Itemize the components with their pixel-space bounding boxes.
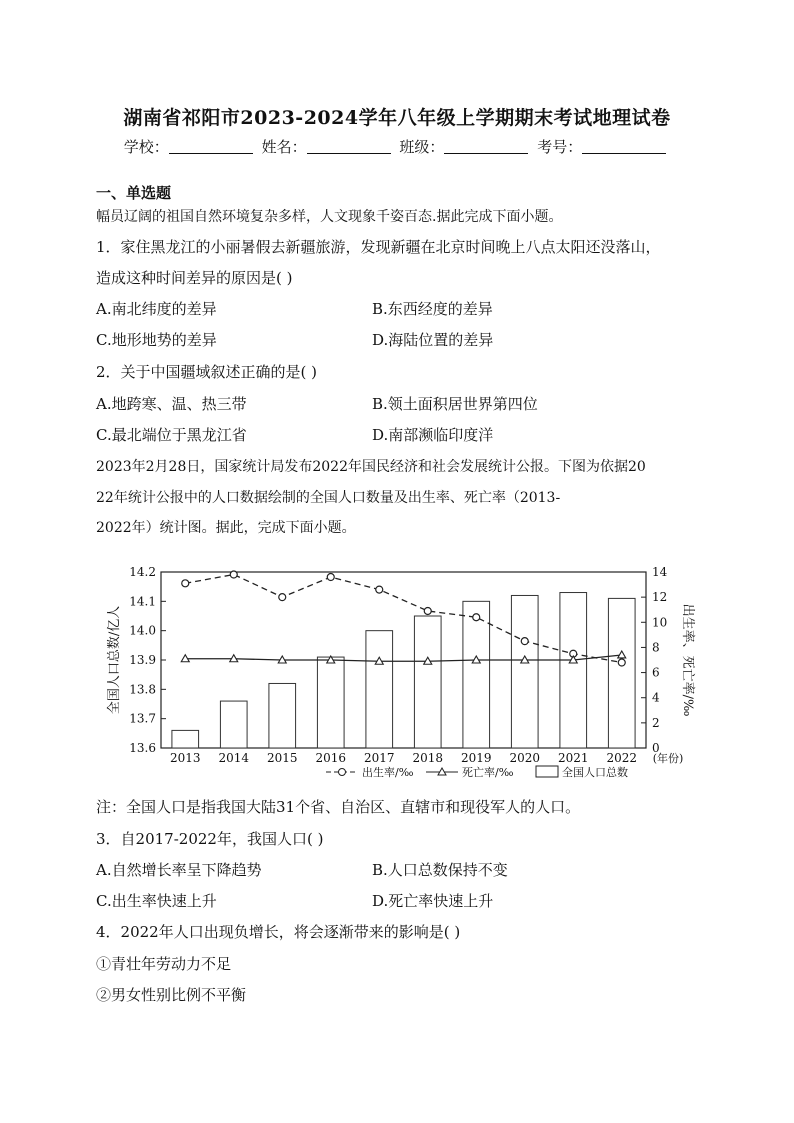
school-label: 学校： xyxy=(123,138,169,156)
left-axis-tick-label: 13.6 xyxy=(129,741,156,755)
student-info-line xyxy=(0,136,794,157)
right-axis-tick-label: 2 xyxy=(652,715,660,730)
q1-option-b[interactable]: B.东西经度的差异 xyxy=(372,300,493,318)
population-bar xyxy=(414,616,441,748)
page-title: 湖南省祁阳市2023-2024学年八年级上学期期末考试地理试卷 xyxy=(123,107,671,129)
death-rate-line xyxy=(185,655,622,661)
birth-rate-point xyxy=(182,580,189,587)
right-axis-tick-label: 4 xyxy=(652,690,660,705)
q1-stem-line2: 造成这种时间差异的原因是( ) xyxy=(96,269,293,287)
right-axis-tick-label: 14 xyxy=(652,565,668,579)
left-axis-title: 全国人口总数/亿人 xyxy=(107,605,122,715)
x-axis-tick-label: 2021 xyxy=(557,751,589,765)
birth-rate-point xyxy=(473,614,480,621)
birth-rate-point xyxy=(618,659,625,666)
left-axis-tick-label: 13.8 xyxy=(129,682,156,697)
right-axis-tick-label: 0 xyxy=(652,741,660,755)
population-bar xyxy=(317,657,344,748)
population-bar xyxy=(269,683,296,748)
left-axis-tick-label: 14.0 xyxy=(129,623,156,638)
legend-bar-swatch xyxy=(536,766,558,777)
q3-stem: 3．自2017-2022年，我国人口( ) xyxy=(96,830,324,848)
legend-birth-label: 出生率/‰ xyxy=(362,766,414,779)
legend-birth-marker xyxy=(339,769,346,776)
x-axis-tick-label: 2016 xyxy=(315,751,347,765)
name-blank[interactable] xyxy=(307,139,391,154)
name-label: 姓名： xyxy=(261,138,307,156)
birth-rate-point xyxy=(230,571,237,578)
population-bar xyxy=(560,593,587,748)
population-bar xyxy=(172,730,199,748)
left-axis-tick-label: 13.9 xyxy=(129,653,156,667)
q2-option-b[interactable]: B.领土面积居世界第四位 xyxy=(372,395,538,413)
left-axis-tick-label: 14.2 xyxy=(129,565,156,579)
x-axis-tick-label: 2015 xyxy=(266,751,298,765)
q4-item-2: ②男女性别比例不平衡 xyxy=(96,986,247,1004)
x-axis-unit: (年份) xyxy=(652,752,684,765)
intro-text-1: 幅员辽阔的祖国自然环境复杂多样，人文现象千姿百态.据此完成下面小题。 xyxy=(96,209,563,225)
birth-rate-point xyxy=(327,574,334,581)
x-axis-tick-label: 2018 xyxy=(412,751,444,765)
intro-text-2-line3: 2022年）统计图。据此，完成下面小题。 xyxy=(96,520,356,536)
left-axis-tick-label: 14.1 xyxy=(129,594,156,609)
population-bar xyxy=(463,601,490,748)
x-axis-tick-label: 2022 xyxy=(606,751,638,765)
x-axis-tick-label: 2020 xyxy=(509,751,541,765)
population-bar xyxy=(608,598,635,748)
x-axis-tick-label: 2017 xyxy=(363,751,395,765)
legend-bar-label: 全国人口总数 xyxy=(562,766,628,779)
q4-item-1: ①青壮年劳动力不足 xyxy=(96,955,232,973)
section-heading: 一、单选题 xyxy=(96,184,172,202)
school-blank[interactable] xyxy=(169,139,253,154)
population-bar xyxy=(366,631,393,748)
population-bar xyxy=(511,595,538,748)
class-blank[interactable] xyxy=(444,139,528,154)
left-axis-tick-label: 13.7 xyxy=(129,711,156,726)
legend-death-label: 死亡率/‰ xyxy=(462,766,514,779)
x-axis-tick-label: 2019 xyxy=(460,751,492,765)
right-axis-tick-label: 6 xyxy=(652,665,660,680)
q2-option-a[interactable]: A.地跨寒、温、热三带 xyxy=(96,395,247,413)
q3-option-c[interactable]: C.出生率快速上升 xyxy=(96,892,217,910)
q1-option-c[interactable]: C.地形地势的差异 xyxy=(96,331,217,349)
population-chart xyxy=(96,548,696,788)
q3-option-d[interactable]: D.死亡率快速上升 xyxy=(372,892,494,910)
q3-option-b[interactable]: B.人口总数保持不变 xyxy=(372,861,508,879)
class-label: 班级： xyxy=(399,138,445,156)
chart-note: 注：全国人口是指我国大陆31个省、自治区、直辖市和现役军人的人口。 xyxy=(96,798,581,816)
q3-option-a[interactable]: A.自然增长率呈下降趋势 xyxy=(96,861,262,879)
q2-option-d[interactable]: D.南部濒临印度洋 xyxy=(372,426,494,444)
birth-rate-point xyxy=(424,607,431,614)
intro-text-2-line2: 22年统计公报中的人口数据绘制的全国人口数量及出生率、死亡率（2013- xyxy=(96,490,561,506)
birth-rate-line xyxy=(185,575,622,663)
x-axis-tick-label: 2014 xyxy=(218,751,250,765)
x-axis-tick-label: 2013 xyxy=(169,751,201,765)
right-axis-title: 出生率、死亡率/‰ xyxy=(680,603,695,717)
q1-stem-line1: 1．家住黑龙江的小丽暑假去新疆旅游，发现新疆在北京时间晚上八点太阳还没落山， xyxy=(96,238,661,256)
population-bar xyxy=(220,701,247,748)
birth-rate-point xyxy=(521,638,528,645)
q2-option-c[interactable]: C.最北端位于黑龙江省 xyxy=(96,426,247,444)
q2-stem: 2．关于中国疆域叙述正确的是( ) xyxy=(96,363,318,381)
right-axis-tick-label: 8 xyxy=(652,640,660,655)
q1-option-a[interactable]: A.南北纬度的差异 xyxy=(96,300,217,318)
q1-option-d[interactable]: D.海陆位置的差异 xyxy=(372,331,494,349)
right-axis-tick-label: 12 xyxy=(652,590,668,605)
exam-number-blank[interactable] xyxy=(582,139,666,154)
birth-rate-point xyxy=(279,594,286,601)
right-axis-tick-label: 10 xyxy=(652,615,668,630)
q4-stem: 4．2022年人口出现负增长，将会逐渐带来的影响是( ) xyxy=(96,923,461,941)
intro-text-2-line1: 2023年2月28日，国家统计局发布2022年国民经济和社会发展统计公报。下图为依据20 xyxy=(96,459,646,475)
exam-number-label: 考号： xyxy=(537,138,583,156)
birth-rate-point xyxy=(376,586,383,593)
